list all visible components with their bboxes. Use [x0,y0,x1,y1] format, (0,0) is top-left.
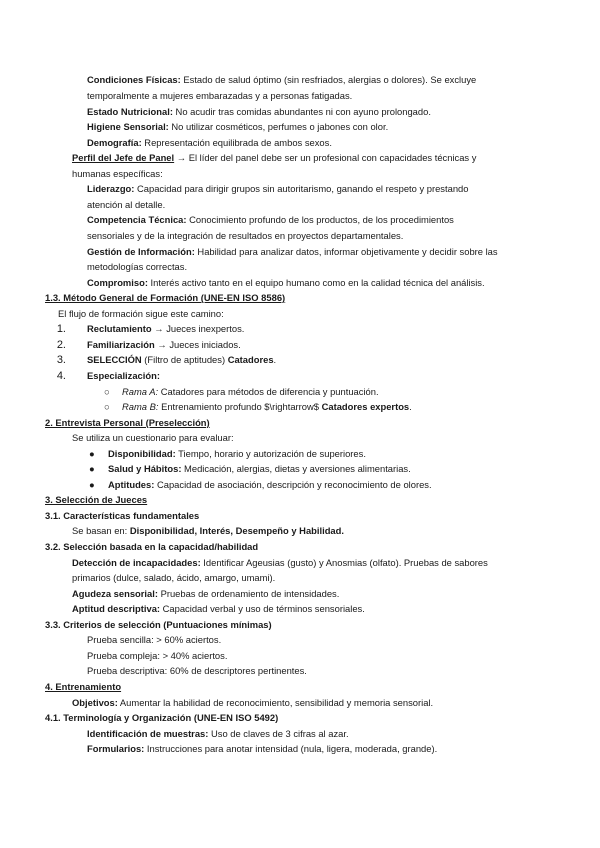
term-text: → El líder del panel debe ser un profesional con capacidades técnicas y [174,152,477,163]
subsection-heading: 4.1. Terminología y Organización (UNE-EN ISO 5492) [45,712,279,723]
term-text: . [409,401,412,412]
term-label: Identificación de muestras: [87,728,209,739]
term-label: Compromiso: [87,277,148,288]
text-line [87,214,454,226]
text-line: atención al detalle. [87,199,166,210]
text-line [72,697,433,709]
term-label: Salud y Hábitos: [108,463,182,474]
term-label: Disponibilidad: [108,448,176,459]
term-label: Rama A: [122,386,159,397]
text-line: primarios (dulce, salado, ácido, amargo, umami). [72,572,276,583]
text-line [87,106,431,118]
term-text: Pruebas de ordenamiento de intensidades. [157,588,340,599]
term-label: Agudeza sensorial: [72,588,158,599]
term-text: Uso de claves de 3 cifras al azar. [208,728,349,739]
term-label: Higiene Sensorial: [87,121,169,132]
term-text: Interés activo tanto en el equipo humano como en la calidad técnica del análisis. [147,277,485,288]
text-line: Prueba sencilla: > 60% aciertos. [87,634,222,645]
term-label: Reclutamiento [87,323,152,334]
term-label: Formularios: [87,743,145,754]
term-label: Aptitudes: [108,479,155,490]
term-text: Conocimiento profundo de los productos, de los procedimientos [186,214,454,225]
term-text: Instrucciones para anotar intensidad (nula, ligera, moderada, grande). [144,743,438,754]
term-label: Especialización: [87,370,160,381]
bullet-item [89,479,432,491]
bullet-item [89,463,411,475]
circle-bullet-icon: ○ [104,386,110,397]
term-label: Detección de incapacidades: [72,557,201,568]
ordered-list-item [50,370,160,382]
text-line: temporalmente a mujeres embarazadas y a personas fatigadas. [87,90,353,101]
term-label: Rama B: [122,401,159,412]
ordered-list-item [50,354,276,366]
term-text: . [273,354,277,365]
term-label: Familiarización [87,339,155,350]
term-label: Catadores expertos [321,401,410,412]
term-text: Capacidad verbal y uso de términos sensoriales. [160,603,365,614]
subsection-label: Perfil del Jefe de Panel [72,152,175,163]
term-text: Tiempo, horario y autorización de superiores. [175,448,366,459]
term-label: Catadores [227,354,274,365]
term-label: Objetivos: [72,697,118,708]
list-number: 1. [56,323,66,335]
term-label: Liderazgo: [87,183,135,194]
text-line [87,137,332,149]
text-line: Se utiliza un cuestionario para evaluar: [72,432,234,443]
text-line [87,277,485,289]
subsection-heading: 3.2. Selección basada en la capacidad/habilidad [45,541,259,552]
term-text: No utilizar cosméticos, perfumes o jabones con olor. [168,121,389,132]
text-line: humanas específicas: [72,168,163,179]
list-number: 4. [56,370,66,382]
bullet-icon: ● [89,479,95,490]
text-line: sensoriales y de la integración de resultados en proyectos departamentales. [87,230,404,241]
text-line [87,246,498,258]
term-label: Competencia Técnica: [87,214,187,225]
term-text: → Jueces iniciados. [154,339,241,350]
text-line [87,743,437,755]
term-text: No acudir tras comidas abundantes ni con ayuno prolongado. [172,106,431,117]
text-line: metodologías correctas. [87,261,188,272]
subsection-heading: 3.3. Criterios de selección (Puntuaciones mínimas) [45,619,272,630]
text-line [72,603,365,615]
term-label: SELECCIÓN [87,354,142,365]
text-line [72,588,339,600]
term-text: Estado de salud óptimo (sin resfriados, alergias o dolores). Se excluye [180,74,477,85]
term-text: Capacidad para dirigir grupos sin autoritarismo, ganando el respeto y prestando [134,183,469,194]
term-label: Gestión de Información: [87,246,195,257]
section-heading: 2. Entrevista Personal (Preselección) [45,417,210,428]
term-text: → Jueces inexpertos. [151,323,245,334]
term-label: Condiciones Físicas: [87,74,181,85]
text-line [72,557,488,569]
section-heading: 3. Selección de Jueces [45,494,148,505]
circle-bullet-icon: ○ [104,401,110,412]
list-number: 3. [56,354,66,366]
term-label: Aptitud descriptiva: [72,603,161,614]
term-text: Identificar Ageusias (gusto) y Anosmias (olfato). Pruebas de sabores [200,557,488,568]
text-line: Prueba descriptiva: 60% de descriptores pertinentes. [87,665,307,676]
term-label: Estado Nutricional: [87,106,173,117]
text-line [87,121,388,133]
term-text: Se basan en: [72,525,130,536]
ordered-list-item [50,339,241,351]
text-line [87,183,468,195]
term-label: Disponibilidad, Interés, Desempeño y Habilidad. [129,525,344,536]
text-line [87,728,349,740]
text-line [87,74,476,86]
section-heading: 4. Entrenamiento [45,681,122,692]
list-number: 2. [56,339,66,351]
sub-list-item [104,386,379,398]
term-text: Habilidad para analizar datos, informar objetivamente y decidir sobre las [194,246,498,257]
subsection-heading: 3.1. Características fundamentales [45,510,200,521]
ordered-list-item [50,323,244,335]
term-text: Capacidad de asociación, descripción y reconocimiento de olores. [154,479,432,490]
term-text: Aumentar la habilidad de reconocimiento, sensibilidad y memoria sensorial. [117,697,434,708]
text-line [72,525,344,537]
term-text: Entrenamiento profundo $\rightarrow$ [158,401,322,412]
term-label: Demografía: [87,137,142,148]
text-line: Prueba compleja: > 40% aciertos. [87,650,228,661]
section-heading: 1.3. Método General de Formación (UNE-EN ISO 8586) [45,292,286,303]
bullet-item [89,448,366,460]
text-line: El flujo de formación sigue este camino: [58,308,224,319]
term-text: Representación equilibrada de ambos sexos. [141,137,332,148]
bullet-icon: ● [89,448,95,459]
sub-list-item [104,401,412,413]
term-text: Catadores para métodos de diferencia y puntuación. [158,386,379,397]
term-text: Medicación, alergias, dietas y aversiones alimentarias. [181,463,411,474]
bullet-icon: ● [89,463,95,474]
term-text: (Filtro de aptitudes) [141,354,228,365]
text-line [72,152,476,164]
